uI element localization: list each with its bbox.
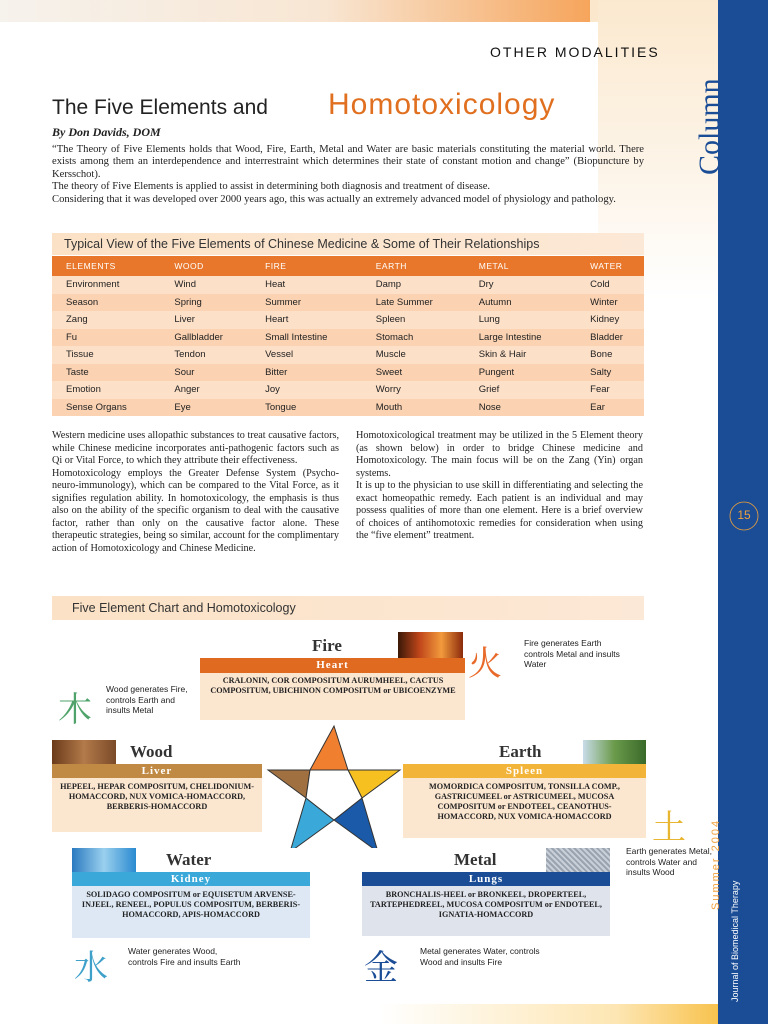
table-cell: Joy xyxy=(251,381,362,399)
table-cell: Dry xyxy=(465,276,576,294)
table-cell: Pungent xyxy=(465,364,576,382)
water-box xyxy=(72,848,310,938)
fire-box xyxy=(200,632,465,720)
page-title-part1: The Five Elements and xyxy=(52,96,268,119)
metal-note: Metal generates Water, controls Wood and insults Fire xyxy=(420,946,540,967)
table-row xyxy=(52,364,644,382)
fire-image xyxy=(398,632,463,658)
table-cell: Spleen xyxy=(362,311,465,329)
table-header-row xyxy=(52,256,644,276)
table-cell: Worry xyxy=(362,381,465,399)
table-cell: Winter xyxy=(576,294,644,312)
table-cell: Stomach xyxy=(362,329,465,347)
wood-remedies: HEPEEL, HEPAR COMPOSITUM, CHELIDONIUM-HOMACCORD, NUX VOMICA-HOMACCORD, BERBERIS-HOMACCORD xyxy=(60,782,254,811)
earth-note: Earth generates Metal, controls Water and insults Wood xyxy=(626,846,712,877)
earth-image xyxy=(583,740,646,764)
metal-title: Metal xyxy=(454,850,497,869)
table-cell: Environment xyxy=(52,276,160,294)
issue-label: Summer 2004 xyxy=(710,818,722,910)
wood-box xyxy=(52,740,262,832)
table-cell: Ear xyxy=(576,399,644,417)
table-cell: Liver xyxy=(160,311,251,329)
table-cell: Bitter xyxy=(251,364,362,382)
table-cell: Grief xyxy=(465,381,576,399)
table-cell: Taste xyxy=(52,364,160,382)
fire-organ: Heart xyxy=(200,658,465,673)
star-point-fire xyxy=(310,726,348,770)
table-header-cell: METAL xyxy=(465,256,576,276)
table-cell: Tissue xyxy=(52,346,160,364)
table-cell: Mouth xyxy=(362,399,465,417)
metal-box xyxy=(362,848,610,936)
table-cell: Salty xyxy=(576,364,644,382)
intro-text xyxy=(52,144,644,206)
body-left-column xyxy=(52,430,339,555)
water-character: 水 xyxy=(74,948,108,988)
earth-character: 土 xyxy=(652,808,686,848)
table-cell: Emotion xyxy=(52,381,160,399)
table-header-cell: WOOD xyxy=(160,256,251,276)
intro-paragraph: “The Theory of Five Elements holds that Wood, Fire, Earth, Metal and Water are basic materials constituting the material world. There exists among them an interdependence and interrestraint which determines their state of constant motion and change” (Biopuncture by Kersschot). xyxy=(52,144,644,180)
table-header-cell: FIRE xyxy=(251,256,362,276)
table-cell: Heart xyxy=(251,311,362,329)
body-paragraph: Homotoxicological treatment may be utilized in the 5 Element theory (as shown below) in order to bridge Chinese medicine and Homotoxicology. The main focus will be on the Zang (Yin) organ systems. xyxy=(356,430,643,479)
table-cell: Skin & Hair xyxy=(465,346,576,364)
wood-character: 木 xyxy=(58,690,92,730)
table-cell: Bone xyxy=(576,346,644,364)
table-header-cell: EARTH xyxy=(362,256,465,276)
table-cell: Eye xyxy=(160,399,251,417)
star-point-wood xyxy=(268,770,310,798)
intro-paragraph: Considering that it was developed over 2000 years ago, this was actually an extremely advanced model of physiology and pathology. xyxy=(52,193,616,205)
table-cell: Wind xyxy=(160,276,251,294)
table-row xyxy=(52,311,644,329)
wood-title: Wood xyxy=(130,742,173,761)
table-cell: Small Intestine xyxy=(251,329,362,347)
table-cell: Spring xyxy=(160,294,251,312)
table-cell: Heat xyxy=(251,276,362,294)
fire-title: Fire xyxy=(312,636,342,655)
table-row xyxy=(52,329,644,347)
water-title: Water xyxy=(166,850,212,869)
column-word: Column xyxy=(693,78,726,175)
table-cell: Muscle xyxy=(362,346,465,364)
byline: By Don Davids, DOM xyxy=(52,125,161,139)
water-remedies: SOLIDAGO COMPOSITUM or EQUISETUM ARVENSE-INJEEL, RENEEL, POPULUS COMPOSITUM, BERBERIS-HOMACCORD, APIS-HOMACCORD xyxy=(81,890,301,919)
chart-title: Five Element Chart and Homotoxicology xyxy=(52,596,644,620)
table-title: Typical View of the Five Elements of Chinese Medicine & Some of Their Relationships xyxy=(52,233,644,255)
table-body xyxy=(52,276,644,416)
water-image xyxy=(72,848,136,872)
table-cell: Summer xyxy=(251,294,362,312)
table-cell: Bladder xyxy=(576,329,644,347)
water-note: Water generates Wood, controls Fire and insults Earth xyxy=(128,946,241,967)
table-header-cell: WATER xyxy=(576,256,644,276)
table-cell: Large Intestine xyxy=(465,329,576,347)
fire-note: Fire generates Earth controls Metal and insults Water xyxy=(524,638,620,669)
five-element-star xyxy=(262,722,406,860)
earth-box xyxy=(403,740,646,838)
table-cell: Cold xyxy=(576,276,644,294)
earth-organ: Spleen xyxy=(403,764,646,778)
table-cell: Kidney xyxy=(576,311,644,329)
table-cell: Autumn xyxy=(465,294,576,312)
table-row xyxy=(52,294,644,312)
water-organ: Kidney xyxy=(72,872,310,886)
bottom-gradient-bar xyxy=(380,1004,718,1024)
page-number xyxy=(724,500,764,540)
table-row xyxy=(52,276,644,294)
table-row xyxy=(52,346,644,364)
table-cell: Tendon xyxy=(160,346,251,364)
journal-label: Journal of Biomedical Therapy xyxy=(730,880,740,1002)
fire-character: 火 xyxy=(468,644,502,684)
table-cell: Gallbladder xyxy=(160,329,251,347)
table-row xyxy=(52,381,644,399)
fire-remedies: CRALONIN, COR COMPOSITUM AURUMHEEL, CACTUS COMPOSITUM, UBICHINON COMPOSITUM or UBICOENZYME xyxy=(210,676,456,695)
table-cell: Sour xyxy=(160,364,251,382)
table-cell: Vessel xyxy=(251,346,362,364)
table-cell: Anger xyxy=(160,381,251,399)
body-paragraph: It is up to the physician to use skill in differentiating and selecting the exact homeopathic remedy. Each patient is an individual and may possess qualities of more than one element. Here is a brief overview of choices of antihomotoxic remedies for consideration when using the “five element” treatment. xyxy=(356,480,643,541)
table-cell: Season xyxy=(52,294,160,312)
section-label: OTHER MODALITIES xyxy=(490,44,660,60)
body-paragraph: Western medicine uses allopathic substances to treat causative factors, while Chinese medicine incorporates anti-pathogenic factors such as Qi or Vital Force, to which they attribute their effectiveness. xyxy=(52,430,339,466)
body-right-column xyxy=(356,430,643,543)
body-paragraph: Homotoxicology employs the Greater Defense System (Psycho-neuro-immunology), which can be compared to the Vital Force, as it signifies regulation ability. In homotoxicology, the emphasis is thus also on the ability of the specific organism to deal with the causative factor, rather than only on the causative factor alone. These therapeutic strategies, being so similar, account for the complimentary action of Homotoxicology and Chinese Medicine. xyxy=(52,467,339,554)
table-cell: Lung xyxy=(465,311,576,329)
metal-character: 金 xyxy=(364,948,398,988)
intro-paragraph: The theory of Five Elements is applied to assist in determining both diagnosis and treatment of disease. xyxy=(52,181,491,193)
metal-organ: Lungs xyxy=(362,872,610,886)
table-cell: Tongue xyxy=(251,399,362,417)
table-cell: Damp xyxy=(362,276,465,294)
table-cell: Fear xyxy=(576,381,644,399)
metal-image xyxy=(546,848,610,872)
table-header-cell: ELEMENTS xyxy=(52,256,160,276)
metal-remedies: BRONCHALIS-HEEL or BRONKEEL, DROPERTEEL, TARTEPHEDREEL, MUCOSA COMPOSITUM or ENDOTEEL, IGNATIA-HOMACCORD xyxy=(370,890,602,919)
earth-remedies: MOMORDICA COMPOSITUM, TONSILLA COMP., GASTRICUMEEL or ASTRICUMEEL, MUCOSA COMPOSITUM or ENDOTEEL, CEANOTHUS-HOMACCORD, NUX VOMICA-HOMACCORD xyxy=(429,782,620,821)
earth-title: Earth xyxy=(499,742,542,761)
table-cell: Fu xyxy=(52,329,160,347)
five-elements-table xyxy=(52,256,644,416)
table-cell: Nose xyxy=(465,399,576,417)
wood-note: Wood generates Fire, controls Earth and insults Metal xyxy=(106,684,188,715)
table-row xyxy=(52,399,644,417)
wood-organ: Liver xyxy=(52,764,262,778)
page-title-part2: Homotoxicology xyxy=(328,88,556,121)
table-cell: Sense Organs xyxy=(52,399,160,417)
top-gradient-bar xyxy=(0,0,590,22)
table-cell: Late Summer xyxy=(362,294,465,312)
page-number-text: 15 xyxy=(737,508,751,522)
table-cell: Zang xyxy=(52,311,160,329)
wood-image xyxy=(52,740,116,764)
table-cell: Sweet xyxy=(362,364,465,382)
